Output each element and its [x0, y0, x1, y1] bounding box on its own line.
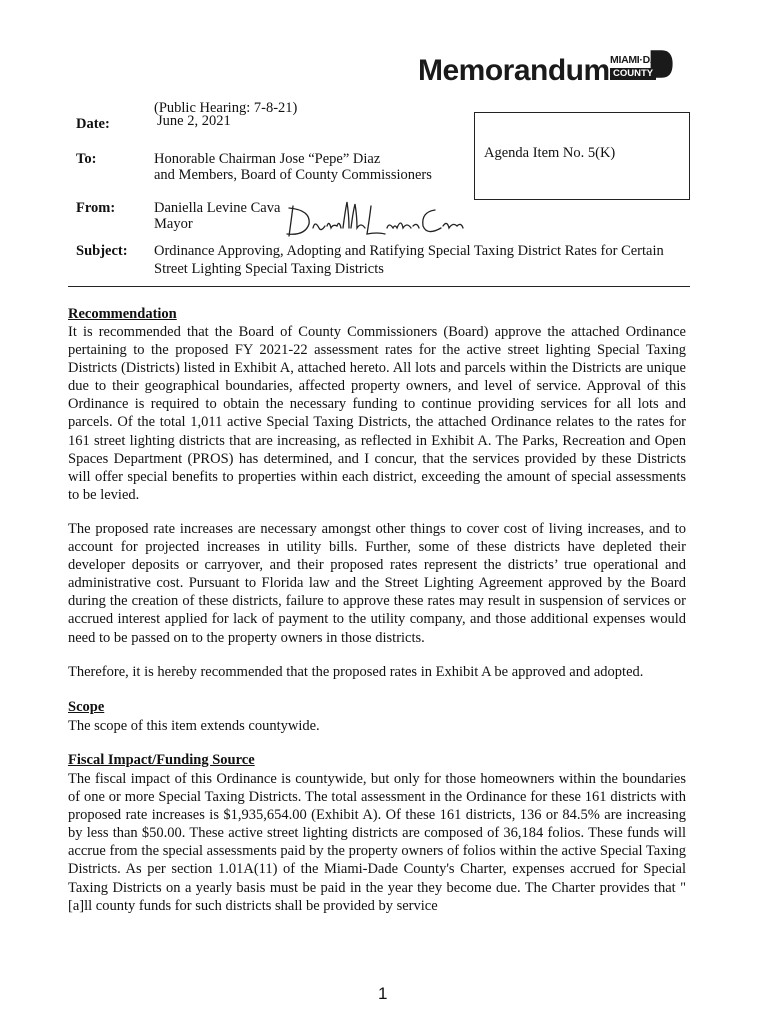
mayor-signature: [285, 198, 465, 242]
memorandum-title: Memorandum: [418, 54, 610, 87]
logo-miami-dade-text: MIAMI·DADE: [610, 54, 672, 66]
date-label: Date:: [76, 116, 110, 132]
to-label: To:: [76, 151, 97, 167]
scope-heading: Scope: [68, 699, 105, 715]
subject-label: Subject:: [76, 243, 128, 259]
fiscal-impact-heading: Fiscal Impact/Funding Source: [68, 752, 255, 768]
to-line-2: and Members, Board of County Commissioners: [154, 167, 432, 183]
subject-line-1: Ordinance Approving, Adopting and Ratifying Special Taxing District Rates for Certain: [154, 243, 664, 259]
from-line-2: Mayor: [154, 216, 193, 232]
recommendation-paragraph-3: Therefore, it is hereby recommended that the proposed rates in Exhibit A be approved and adopted.: [68, 664, 644, 680]
agenda-item-text: Agenda Item No. 5(K): [484, 145, 616, 161]
page-number: 1: [378, 984, 388, 1003]
from-line-1: Daniella Levine Cava: [154, 200, 281, 216]
public-hearing-note: (Public Hearing: 7-8-21): [154, 100, 298, 116]
recommendation-paragraph-1: It is recommended that the Board of County Commissioners (Board) approve the attached Ordinance pertaining to the proposed FY 2021-22 assessment rates for the active street lighting Special Taxing Districts (Districts) listed in Exhibit A, attached hereto. All lots and parcels within the Districts are unique due to their geographical boundaries, affected property owners, and level of service. Approval of this Ordinance is required to obtain the necessary funding to continue providing services for all lots and parcels. Of the total 1,011 active Special Taxing Districts, the attached Ordinance relates to the rates for 161 street lighting districts that are increasing, as reflected in Exhibit A. The Parks, Recreation and Open Spaces Department (PROS) has determined, and I concur, that the services provided by these Districts will offer special benefits to properties within each district, exceeding the amount of special assessments to be levied.: [68, 324, 686, 503]
recommendation-paragraph-2: The proposed rate increases are necessary amongst other things to cover cost of living increases, and to account for projected increases in utility bills. Further, some of these districts have depleted their developer deposits or carryover, and their proposed rates represent the districts’ true operational and administrative cost. Pursuant to Florida law and the Street Lighting Agreement approved by the Board during the creation of these districts, failure to approve these rates may result in suspension of services or accrued interest applied for lack of payment to the utility company, and those additional expenses would need to be passed on to the property owners in those districts.: [68, 521, 686, 646]
fiscal-impact-paragraph: The fiscal impact of this Ordinance is countywide, but only for those homeowners within the boundaries of one or more Special Taxing Districts. The total assessment in the Ordinance for these 161 districts with proposed rate increases is $1,935,654.00 (Exhibit A). Of these 161 districts, 136 or 84.5% are increasing by less than $50.00. These active street lighting districts are composed of 36,184 folios. These funds will accrue from the special assessments paid by the property owners of folios within the active Special Taxing Districts. As per section 1.01A(11) of the Miami-Dade County's Charter, expenses accrued for Special Taxing Districts on a yearly basis must be paid in the year they become due. The Charter provides that "[a]ll county funds for such districts shall be provided by service: [68, 771, 686, 914]
header-divider: [68, 286, 690, 287]
miami-dade-logo: [608, 42, 704, 86]
to-line-1: Honorable Chairman Jose “Pepe” Diaz: [154, 151, 381, 167]
logo-county-text: COUNTY: [610, 68, 656, 80]
recommendation-heading: Recommendation: [68, 306, 177, 322]
scope-paragraph: The scope of this item extends countywide.: [68, 718, 320, 734]
from-label: From:: [76, 200, 116, 216]
date-value: June 2, 2021: [157, 113, 231, 129]
subject-line-2: Street Lighting Special Taxing Districts: [154, 261, 384, 277]
